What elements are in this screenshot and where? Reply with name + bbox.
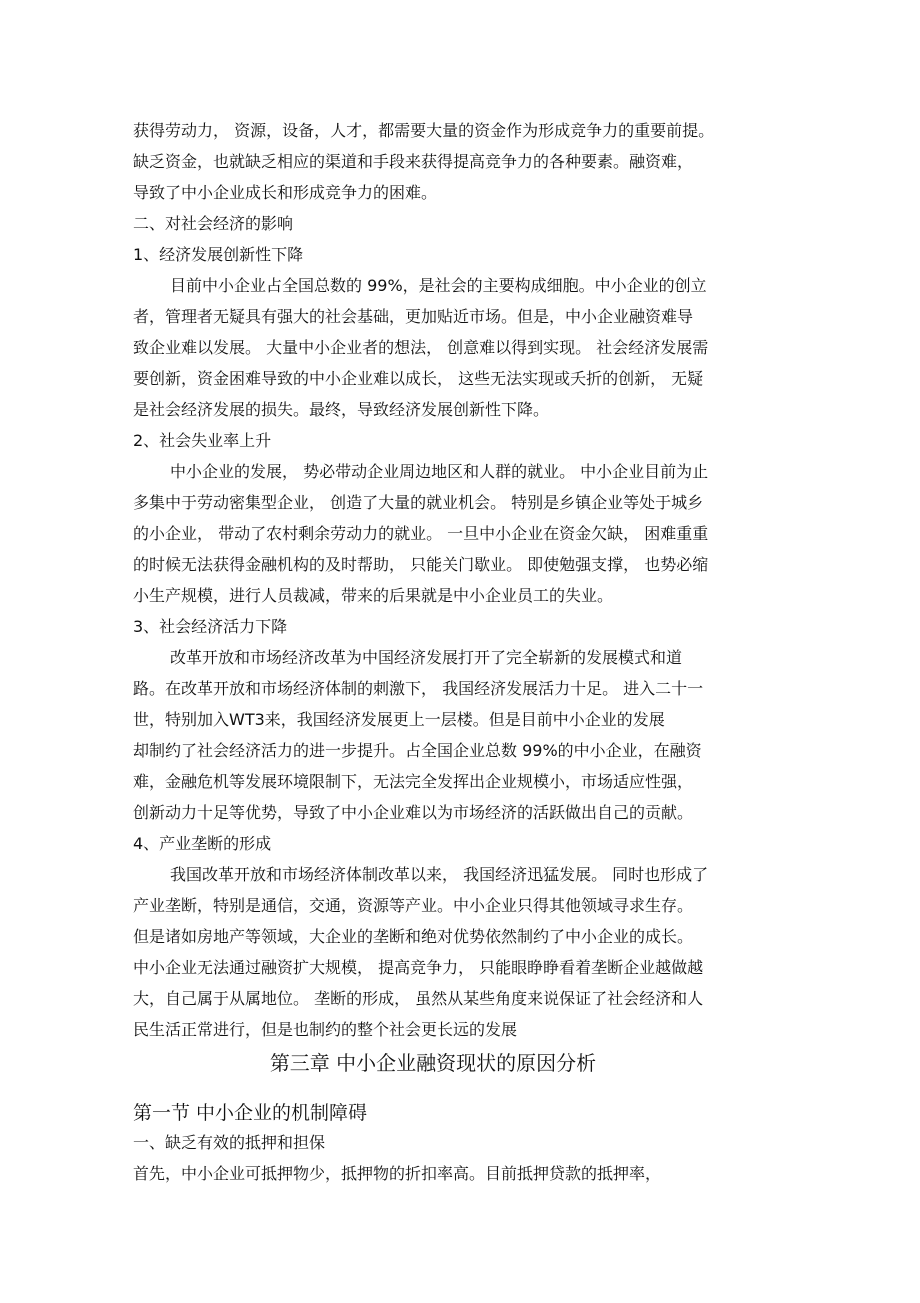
subsection-2-line: 中小企业的发展， 势必带动企业周边地区和人群的就业。 中小企业目前为止: [170, 462, 709, 481]
subsection-3-line: 却制约了社会经济活力的进一步提升。占全国企业总数 99%的中小企业，在融资: [133, 741, 702, 760]
subsection-2-line: 的时候无法获得金融机构的及时帮助， 只能关门歇业。 即使勉强支撑， 也势必缩: [133, 555, 709, 574]
subsection-4-line: 中小企业无法通过融资扩大规模， 提高竞争力， 只能眼睁睁看着垄断企业越做越: [133, 958, 704, 977]
subsection-3-line: 改革开放和市场经济改革为中国经济发展打开了完全崭新的发展模式和道: [170, 648, 683, 667]
subsection-1-heading: 1、经济发展创新性下降: [133, 245, 304, 264]
subsection-4-line: 民生活正常进行，但是也制约的整个社会更长远的发展: [133, 1020, 518, 1039]
subsection-1-line: 目前中小企业占全国总数的 99%，是社会的主要构成细胞。中小企业的创立: [170, 276, 707, 295]
subsection-1-line: 要创新，资金困难导致的中小企业难以成长， 这些无法实现或夭折的创新， 无疑: [133, 369, 704, 388]
subsection-1-line: 是社会经济发展的损失。最终，导致经济发展创新性下降。: [133, 400, 550, 419]
subsection-2-line: 的小企业， 带动了农村剩余劳动力的就业。 一旦中小企业在资金欠缺， 困难重重: [133, 524, 709, 543]
part2-heading: 二、对社会经济的影响: [133, 214, 294, 233]
subsection-1-line: 者，管理者无疑具有强大的社会基础，更加贴近市场。但是，中小企业融资难导: [133, 307, 694, 326]
section-title: 第一节 中小企业的机制障碍: [133, 1102, 368, 1124]
subsection-4-line: 但是诸如房地产等领域，大企业的垄断和绝对优势依然制约了中小企业的成长。: [133, 927, 694, 946]
subsection-4-line: 我国改革开放和市场经济体制改革以来， 我国经济迅猛发展。 同时也形成了: [170, 865, 709, 884]
subsection-4-heading: 4、产业垄断的形成: [133, 834, 272, 853]
point-heading: 一、缺乏有效的抵押和担保: [133, 1133, 326, 1152]
intro-line-2: 缺乏资金，也就缺乏相应的渠道和手段来获得提高竞争力的各种要素。融资难，: [133, 152, 694, 171]
subsection-4-line: 大，自己属于从属地位。 垄断的形成， 虽然从某些角度来说保证了社会经济和人: [133, 989, 704, 1008]
subsection-3-line: 创新动力十足等优势，导致了中小企业难以为市场经济的活跃做出自己的贡献。: [133, 803, 694, 822]
subsection-2-heading: 2、社会失业率上升: [133, 431, 272, 450]
subsection-3-line: 世，特别加入WT3来，我国经济发展更上一层楼。但是目前中小企业的发展: [133, 710, 665, 729]
intro-line-3: 导致了中小企业成长和形成竞争力的困难。: [133, 183, 438, 202]
subsection-3-heading: 3、社会经济活力下降: [133, 617, 288, 636]
subsection-4-line: 产业垄断，特别是通信，交通，资源等产业。中小企业只得其他领域寻求生存。: [133, 896, 694, 915]
subsection-2-line: 小生产规模，进行人员裁减，带来的后果就是中小企业员工的失业。: [133, 586, 614, 605]
intro-line-1: 获得劳动力， 资源，设备，人才，都需要大量的资金作为形成竞争力的重要前提。: [133, 121, 715, 140]
chapter-title: 第三章 中小企业融资现状的原因分析: [269, 1051, 597, 1075]
subsection-3-line: 难，金融危机等发展环境限制下，无法完全发挥出企业规模小，市场适应性强，: [133, 772, 694, 791]
document-body: [133, 115, 733, 1189]
subsection-3-line: 路。在改革开放和市场经济体制的刺激下， 我国经济发展活力十足。 进入二十一: [133, 679, 704, 698]
subsection-2-line: 多集中于劳动密集型企业， 创造了大量的就业机会。 特别是乡镇企业等处于城乡: [133, 493, 704, 512]
subsection-1-line: 致企业难以发展。 大量中小企业者的想法， 创意难以得到实现。 社会经济发展需: [133, 338, 709, 357]
final-line: 首先，中小企业可抵押物少，抵押物的折扣率高。目前抵押贷款的抵押率，: [133, 1164, 662, 1183]
